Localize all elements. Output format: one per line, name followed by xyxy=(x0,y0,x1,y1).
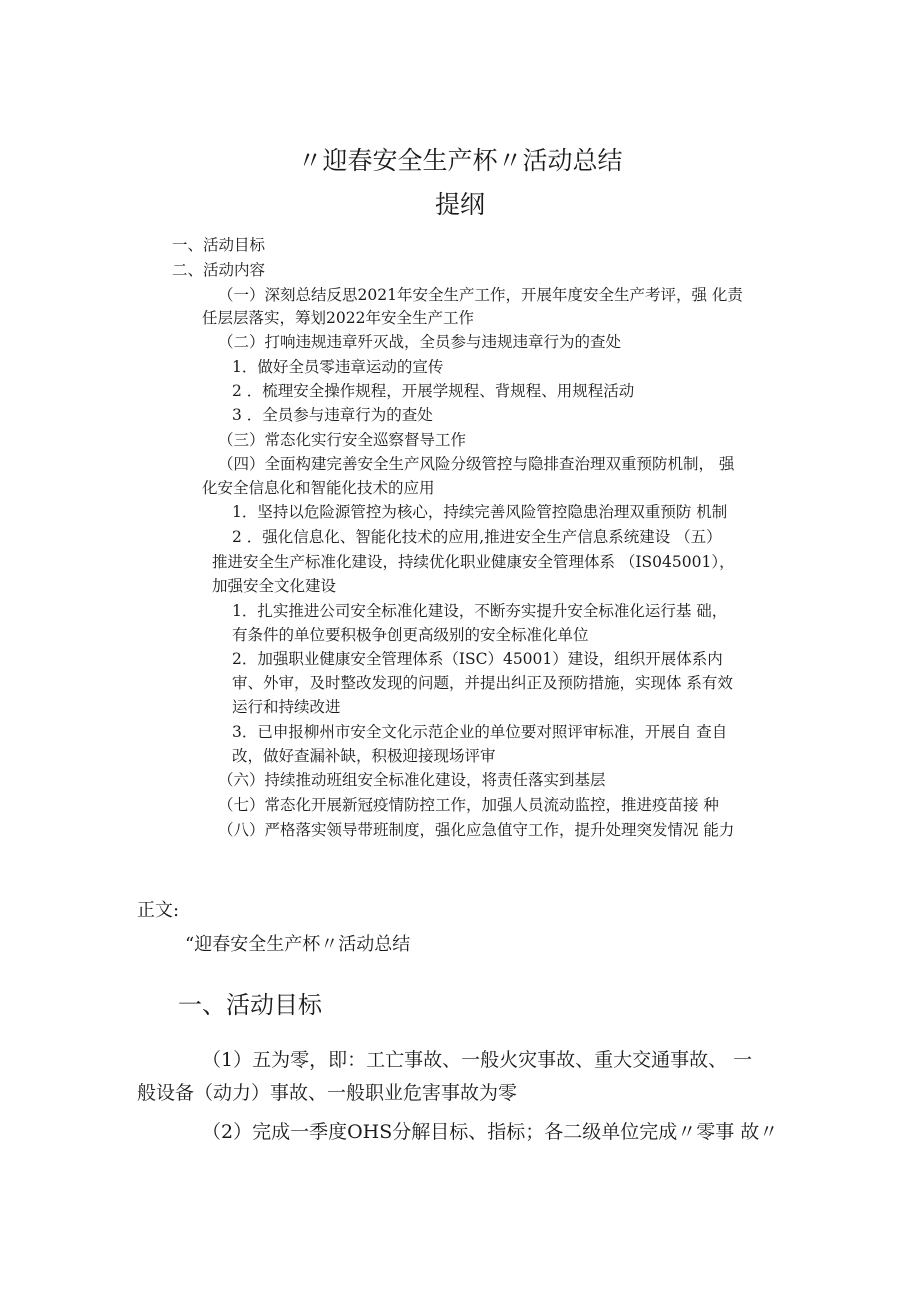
outline-item-5-2: 2．加强职业健康安全管理体系（ISC）45001）建设，组织开展体系内 xyxy=(232,650,723,668)
outline-section-2: 二、活动内容 xyxy=(172,261,266,279)
outline-item-4-2: 2 ．强化信息化、智能化技术的应用,推进安全生产信息系统建设 （五） xyxy=(232,528,722,546)
outline-item-8: （八）严格落实领导带班制度，强化应急值守工作，提升处理突发情况 能力 xyxy=(218,821,735,839)
main-paragraph-1: （1）五为零，即：工亡事故、一般火灾事故、重大交通事故、 一 xyxy=(202,1049,753,1071)
outline-item-2-1: 1．做好全员零违章运动的宣传 xyxy=(232,358,444,376)
outline-item-1-cont: 任层层落实，筹划2022年安全生产工作 xyxy=(202,309,474,327)
outline-item-5-1: 1．扎实推进公司安全标准化建设，不断夯实提升安全标准化运行基 础， xyxy=(232,602,728,620)
outline-item-2-3: 3 ．全员参与违章行为的查处 xyxy=(232,406,433,424)
doc-subtitle: 提纲 xyxy=(434,190,485,219)
main-paragraph-2: （2）完成一季度OHS分解目标、指标；各二级单位完成〃零事 故〃 xyxy=(202,1121,779,1143)
main-paragraph-1-cont: 般设备（动力）事故、一般职业危害事故为零 xyxy=(137,1082,518,1104)
outline-item-2-2: 2 ．梳理安全操作规程，开展学规程、背规程、用规程活动 xyxy=(232,382,635,400)
outline-item-1: （一）深刻总结反思2021年安全生产工作，开展年度安全生产考评，强 化责 xyxy=(218,286,743,304)
outline-item-4-cont: 化安全信息化和智能化技术的应用 xyxy=(202,479,435,497)
outline-item-4: （四）全面构建完善安全生产风险分级管控与隐排查治理双重预防机制， 强 xyxy=(218,455,735,473)
outline-item-7: （七）常态化开展新冠疫情防控工作，加强人员流动监控，推进疫苗接 种 xyxy=(218,796,719,814)
outline-item-5-cont: 加强安全文化建设 xyxy=(212,577,337,595)
main-subtitle: “迎春安全生产杯〃活动总结 xyxy=(185,934,411,955)
outline-item-4-1: 1．坚持以危险源管控为核心，持续完善风险管控隐患治理双重预防 机制 xyxy=(232,503,728,521)
outline-section-1: 一、活动目标 xyxy=(172,236,266,254)
outline-item-5-3-cont: 改，做好查漏补缺，积极迎接现场评审 xyxy=(232,747,496,765)
outline-item-6: （六）持续推动班组安全标准化建设，将责任落实到基层 xyxy=(218,771,606,789)
outline-item-5: 推进安全生产标准化建设，持续优化职业健康安全管理体系 （IS045001）， xyxy=(212,553,735,571)
outline-item-3: （三）常态化实行安全巡察督导工作 xyxy=(218,431,467,449)
outline-item-5-3: 3．已申报柳州市安全文化示范企业的单位要对照评审标准，开展自 查自 xyxy=(232,723,728,741)
main-label: 正文: xyxy=(137,900,180,921)
outline-item-5-1-cont: 有条件的单位要积极争创更高级别的安全标准化单位 xyxy=(232,626,589,644)
doc-title: 〃迎春安全生产杯〃活动总结 xyxy=(297,146,623,175)
outline-item-2: （二）打响违规违章歼灭战，全员参与违规违章行为的查处 xyxy=(218,333,622,351)
outline-item-5-2-cont: 审、外审，及时整改发现的问题，并提出纠正及预防措施，实现体 系有效 xyxy=(232,674,733,692)
outline-item-5-2-cont2: 运行和持续改进 xyxy=(232,698,341,716)
main-heading-1: 一、活动目标 xyxy=(178,991,322,1019)
